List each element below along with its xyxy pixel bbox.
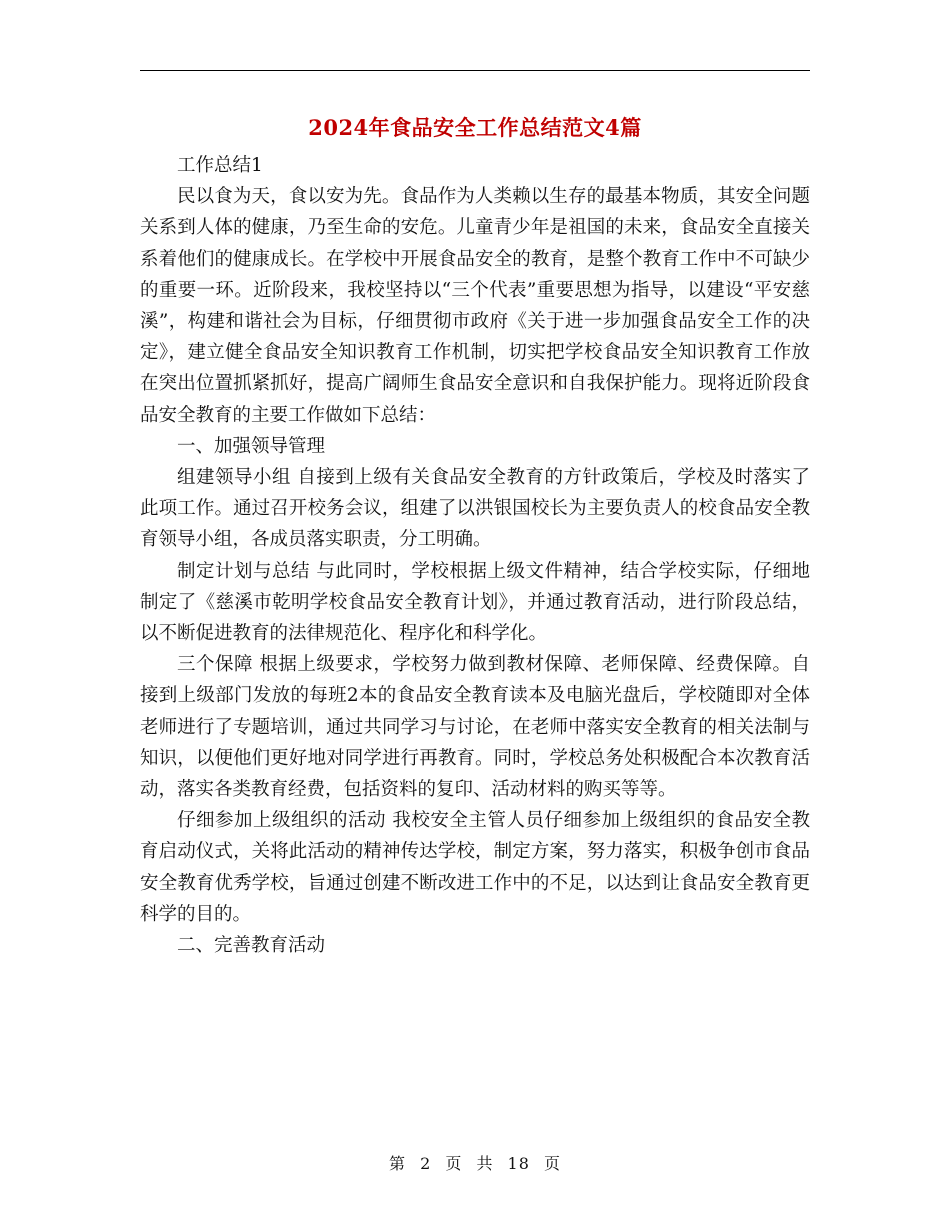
paragraph-section-heading: 工作总结1 [177, 155, 263, 176]
header-rule [140, 70, 810, 71]
paragraph-heading-1: 一、加强领导管理 [177, 435, 326, 457]
document-title: 2024年食品安全工作总结范文4篇 [308, 115, 642, 140]
paragraph-planning: 制定计划与总结 与此同时，学校根据上级文件精神，结合学校实际，仔细地制定了《慈溪市乾明学校食品安全教育计划》，并通过教育活动，进行阶段总结，以不断促进教育的法律规范化、程序化和科学化。 [140, 560, 810, 645]
paragraph-leadership: 组建领导小组 自接到上级有关食品安全教育的方针政策后，学校及时落实了此项工作。通过召开校务会议，组建了以洪银国校长为主要负责人的校食品安全教育领导小组，各成员落实职责，分工明确。 [140, 467, 810, 551]
paragraph-intro: 民以食为天，食以安为先。食品作为人类赖以生存的最基本物质，其安全问题关系到人体的健康，乃至生命的安危。儿童青少年是祖国的未来，食品安全直接关系着他们的健康成长。在学校中开展食品安全的教育，是整个教育工作中不可缺少的重要一环。近阶段来，我校坚持以“三个代表”重要思想为指导，以建设“平安慈溪”，构建和谐社会为目标，仔细贯彻市政府《关于进一步加强食品安全工作的决定》，建立健全食品安全知识教育工作机制，切实把学校食品安全知识教育工作放在突出位置抓紧抓好，提高广阔师生食品安全意识和自我保护能力。现将近阶段食品安全教育的主要工作做如下总结： [140, 186, 810, 426]
paragraph-guarantees: 三个保障 根据上级要求，学校努力做到教材保障、老师保障、经费保障。自接到上级部门发放的每班2本的食品安全教育读本及电脑光盘后，学校随即对全体老师进行了专题培训，通过共同学习与讨论，在老师中落实安全教育的相关法制与知识，以便他们更好地对同学进行再教育。同时，学校总务处积极配合本次教育活动，落实各类教育经费，包括资料的复印、活动材料的购买等等。 [140, 654, 810, 801]
page-footer: 第 2 页 共 18 页 [389, 1154, 561, 1173]
document-body [140, 150, 810, 961]
paragraph-activities: 仔细参加上级组织的活动 我校安全主管人员仔细参加上级组织的食品安全教育启动仪式，关将此活动的精神传达学校，制定方案，努力落实，积极争创市食品安全教育优秀学校，旨通过创建不断改进工作中的不足，以达到让食品安全教育更科学的目的。 [140, 810, 810, 925]
paragraph-heading-2: 二、完善教育活动 [177, 935, 326, 957]
